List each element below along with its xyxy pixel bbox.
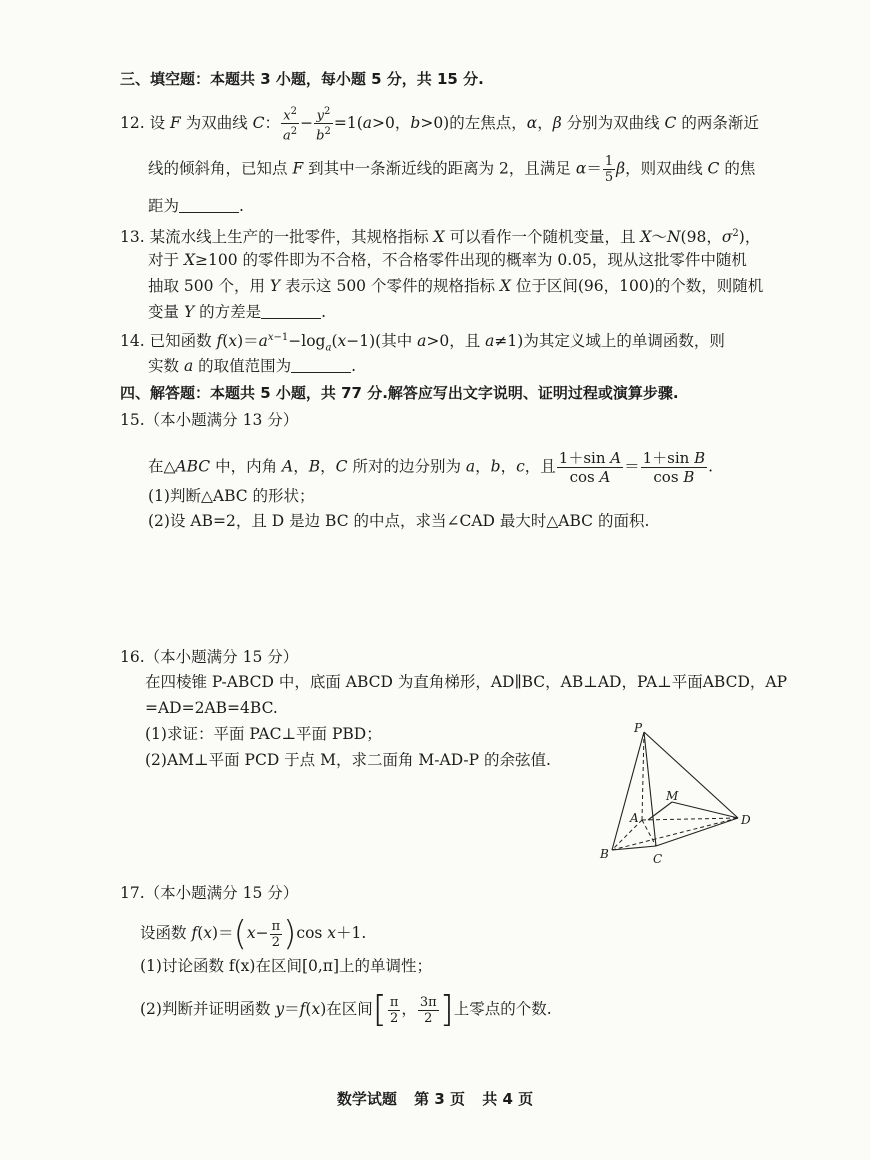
page-footer	[0, 1088, 870, 1109]
q13-line3: 抽取 500 个，用 Y 表示这 500 个零件的规格指标 X 位于区间(96，100)的个数，则随机	[148, 277, 764, 295]
answer-blank[interactable]	[261, 304, 321, 319]
q15-stem: 在△ABC 中，内角 A，B，C 所对的边分别为 a，b，c，且 $\frac{\text{1＋sin A}}{\text{cos A}}$ ＝ $\frac{\text{1＋sin B}}{\text{cos B}}$ .	[148, 449, 714, 486]
q15-part1: (1)判断△ABC 的形状；	[148, 487, 315, 505]
q17-title: 17.（本小题满分 15 分）	[120, 884, 299, 902]
q13-line4: 变量 Y 的方差是 .	[148, 303, 327, 321]
footer-total: 共 4 页	[482, 1090, 534, 1108]
q14-line1: 14. 已知函数 $f(x)=a^{x-1}-\log_a(x-1)$(其中 a>0，且 a≠1)为其定义域上的单调函数，则	[120, 332, 725, 354]
answer-blank[interactable]	[179, 198, 239, 213]
q12-line3: 距为 .	[148, 197, 244, 215]
q16-line1: 在四棱锥 P-ABCD 中，底面 ABCD 为直角梯形，AD∥BC，AB⊥AD，PA⊥平面ABCD，AP	[145, 673, 788, 691]
footer-page: 第 3 页	[414, 1090, 465, 1108]
footer-subject: 数学试题	[336, 1090, 397, 1108]
q12-line1: 12. 设 F 为双曲线 C： $\frac{x^2}{a^2}$ − $\frac{y^2}{b^2}$ =1(a>0，b>0)的左焦点，α，β 分别为双曲线 C 的两条渐近	[120, 106, 759, 144]
section-3-heading: 三、填空题：本题共 3 小题，每小题 5 分，共 15 分.	[120, 70, 484, 88]
q15-title: 15.（本小题满分 13 分）	[120, 411, 299, 429]
q13-line1: 13. 某流水线上生产的一批零件，其规格指标 X 可以看作一个随机变量，且 X～N(98，$\sigma^2$)，	[120, 228, 761, 247]
q16-part2: (2)AM⊥平面 PCD 于点 M，求二面角 M-AD-P 的余弦值.	[145, 751, 551, 769]
label-p: P	[634, 721, 643, 735]
q14-line2: 实数 a 的取值范围为 .	[148, 357, 357, 375]
q15-part2: (2)设 AB=2，且 D 是边 BC 的中点，求当∠CAD 最大时△ABC 的面积.	[148, 512, 650, 530]
label-a: A	[630, 811, 639, 825]
q12-line2: 线的倾斜角，已知点 F 到其中一条渐近线的距离为 2，且满足 α＝ $\frac{1}{5}$ β，则双曲线 C 的焦	[148, 154, 756, 185]
q16-line2: =AD=2AB=4BC.	[145, 699, 278, 717]
pyramid-figure	[596, 718, 766, 868]
label-b: B	[600, 847, 609, 861]
q16-part1: (1)求证：平面 PAC⊥平面 PBD；	[145, 725, 382, 743]
label-d: D	[741, 813, 751, 827]
section-4-heading: 四、解答题：本题共 5 小题，共 77 分.解答应写出文字说明、证明过程或演算步骤.	[120, 384, 679, 402]
q16-title: 16.（本小题满分 15 分）	[120, 648, 299, 666]
answer-blank[interactable]	[291, 358, 351, 373]
q17-part1: (1)讨论函数 f(x)在区间[0,π]上的单调性；	[140, 957, 433, 975]
label-c: C	[653, 852, 663, 866]
label-m: M	[666, 789, 679, 803]
q17-part2: (2)判断并证明函数 y＝f(x)在区间[ $\frac{\pi}{2}$ ， $\frac{3\pi}{2}$ ]上零点的个数.	[140, 989, 552, 1030]
q17-stem: 设函数 f(x)＝(x− $\frac{\pi}{2}$ )cos x＋1.	[140, 914, 367, 954]
q13-line2: 对于 X≥100 的零件即为不合格，不合格零件出现的概率为 0.05，现从这批零件中随机	[148, 251, 747, 269]
